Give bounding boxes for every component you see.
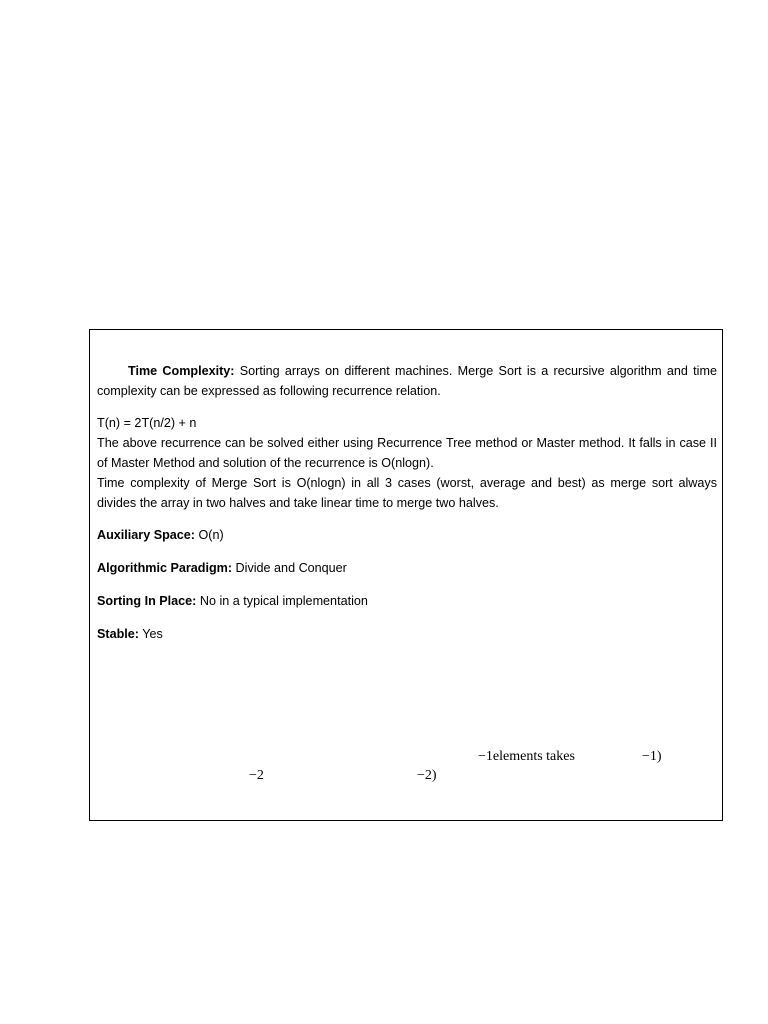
sorting-in-place-label: Sorting In Place:	[97, 594, 197, 608]
auxiliary-space-label: Auxiliary Space:	[97, 528, 195, 542]
time-complexity-cases-text: Time complexity of Merge Sort is O(nlogn) in all 3 cases (worst, average and best) as merge sort always divides the array in two halves and take linear time to merge two halves.	[97, 476, 717, 510]
time-complexity-paragraph	[97, 361, 717, 401]
formula-fragment-minus-two-paren: −2)	[417, 768, 437, 783]
algorithmic-paradigm-value: Divide and Conquer	[232, 561, 347, 575]
recurrence-solution-text: The above recurrence can be solved either using Recurrence Tree method or Master method. It falls in case II of Master Method and solution of the recurrence is O(nlogn).	[97, 436, 717, 470]
auxiliary-space-line	[97, 525, 717, 546]
document-frame	[89, 329, 723, 821]
algorithmic-paradigm-line	[97, 558, 717, 579]
document-content	[97, 361, 717, 657]
stable-value: Yes	[139, 627, 163, 641]
stable-line	[97, 624, 717, 645]
sorting-in-place-value: No in a typical implementation	[196, 594, 368, 608]
auxiliary-space-value: O(n)	[195, 528, 224, 542]
formula-fragment-minus-one-paren: −1)	[642, 749, 662, 764]
stable-label: Stable:	[97, 627, 139, 641]
time-complexity-label: Time Complexity:	[128, 364, 235, 378]
algorithmic-paradigm-label: Algorithmic Paradigm:	[97, 561, 233, 575]
recurrence-relation: T(n) = 2T(n/2) + n	[97, 416, 197, 430]
time-complexity-text: Sorting arrays on different machines. Merge Sort is a recursive algorithm and time complexity can be expressed as following recurrence relation.	[97, 364, 717, 398]
formula-fragment-elements-takes: −1elements takes	[478, 749, 575, 764]
formula-fragment-minus-two: −2	[249, 768, 264, 783]
sorting-in-place-line	[97, 591, 717, 612]
